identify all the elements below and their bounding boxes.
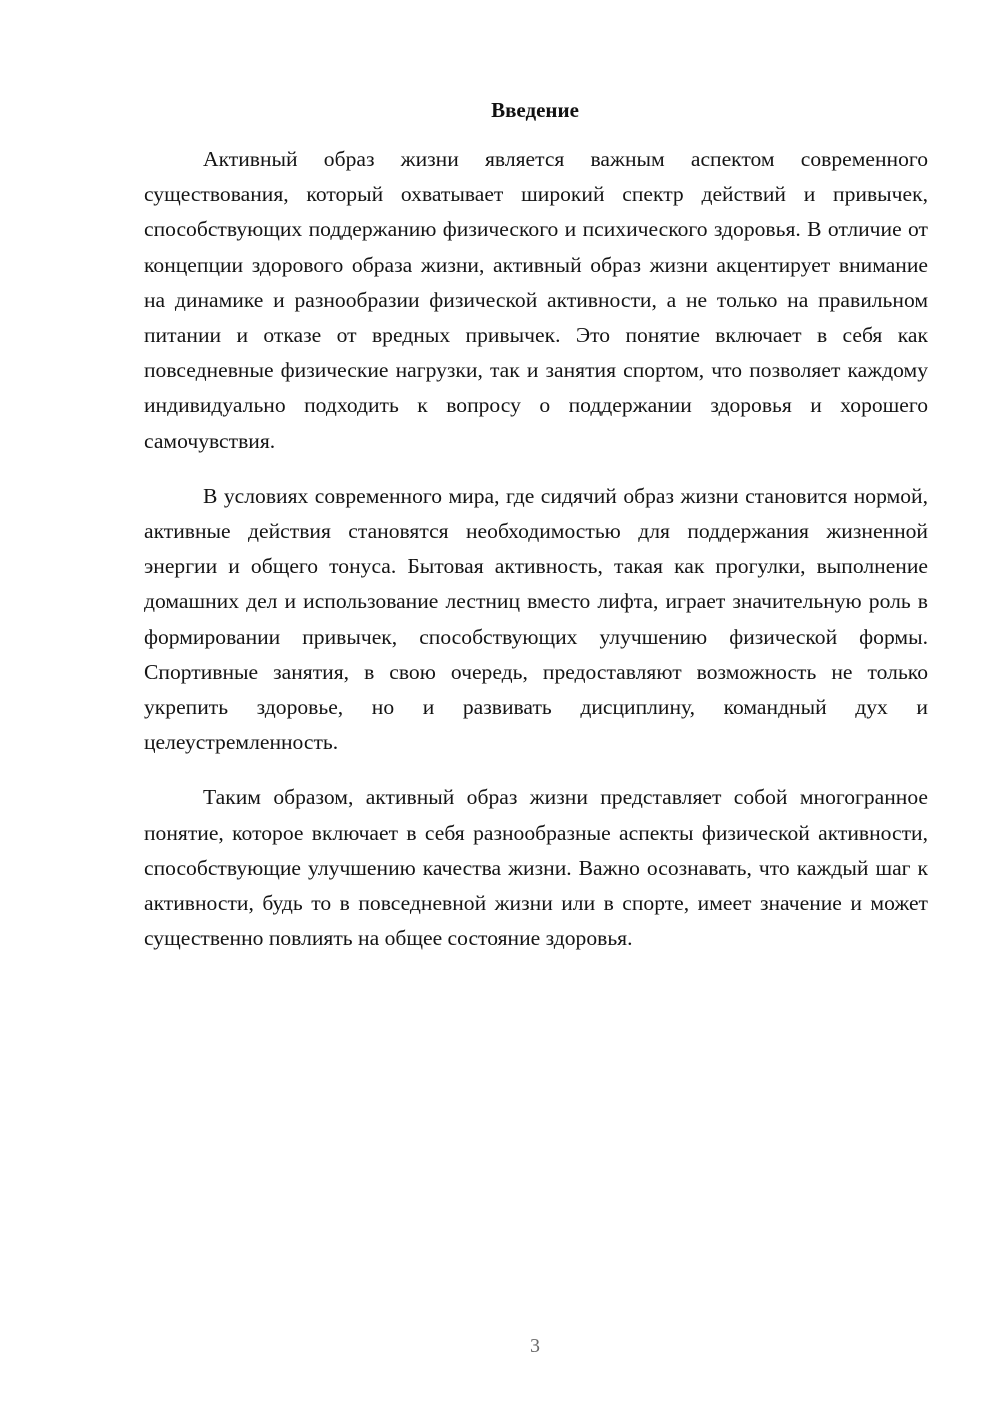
document-body [144, 142, 928, 976]
paragraph-3: Таким образом, активный образ жизни представляет собой многогранное понятие, которое включает в себя разнообразные аспекты физической активности, способствующие улучшению качества жизни. Важно осознавать, что каждый шаг к активности, будь то в повседневной жизни или в спорте, имеет значение и может существенно повлиять на общее состояние здоровья. [144, 785, 928, 951]
paragraph-1: Активный образ жизни является важным аспектом современного существования, который охватывает широкий спектр действий и привычек, способствующих поддержанию физического и психического здоровья. В отличие от концепции здорового образа жизни, активный образ жизни акцентирует внимание на динамике и разнообразии физической активности, а не только на правильном питании и отказе от вредных привычек. Это понятие включает в себя как повседневные физические нагрузки, так и занятия спортом, что позволяет каждому индивидуально подходить к вопросу о поддержании здоровья и хорошего самочувствия. [144, 147, 928, 453]
paragraph-2: В условиях современного мира, где сидячий образ жизни становится нормой, активные действия становятся необходимостью для поддержания жизненной энергии и общего тонуса. Бытовая активность, такая как прогулки, выполнение домашних дел и использование лестниц вместо лифта, играет значительную роль в формировании привычек, способствующих улучшению физической формы. Спортивные занятия, в свою очередь, предоставляют возможность не только укрепить здоровье, но и развивать дисциплину, командный дух и целеустремленность. [144, 483, 928, 755]
section-heading: Введение [491, 98, 579, 122]
page-number: 3 [530, 1335, 540, 1357]
